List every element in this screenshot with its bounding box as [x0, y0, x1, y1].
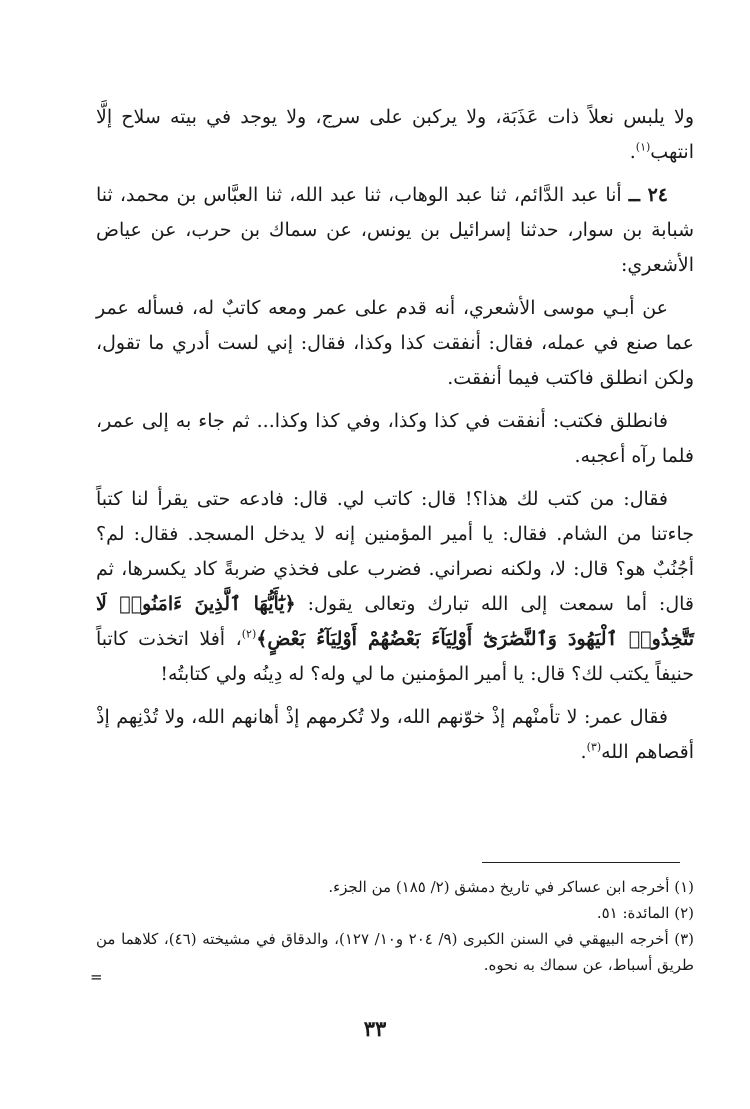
paragraph-1-text: ولا يلبس نعلاً ذات عَذَبَة، ولا يركبن على سرج، ولا يوجد في بيته سلاح إلَّا انتهب — [96, 106, 694, 163]
paragraph-4-text: فانطلق فكتب: أنفقت في كذا وكذا، وفي كذا وكذا... ثم جاء به إلى عمر، فلما رآه أعجبه. — [96, 410, 694, 467]
paragraph-5-text-after: ، أفلا اتخذت كاتباً حنيفاً يكتب لك؟ قال: يا أمير المؤمنين ما لي وله؟ له دِينُه ولي كتابتُه! — [96, 628, 694, 685]
paragraph-6-tail: . — [580, 741, 587, 763]
footnote-ref-2[interactable]: (٢) — [241, 627, 257, 641]
paragraph-6-text: فقال عمر: لا تأمنْهم إذْ خوّنهم الله، ولا تُكرمهم إذْ أهانهم الله، ولا تُدْنِهم إذْ أقصاهم الله — [96, 706, 694, 763]
footnote-3-text: أخرجه البيهقي في السنن الكبرى (٩/ ٢٠٤ و١٠/ ١٢٧)، والدقاق في مشيخته (٤٦)، كلاهما من طريق أسباط، عن سماك به نحوه. — [96, 930, 694, 974]
footnote-1 — [96, 874, 694, 900]
main-text — [96, 100, 694, 778]
hadith-24-isnad — [96, 178, 694, 283]
paragraph-5-text-before: فقال: من كتب لك هذا؟! قال: كاتب لي. قال: فادعه حتى يقرأ لنا كتباً جاءتنا من الشام. فقال: يا أمير المؤمنين إنه لا يدخل المسجد. فقال: لم؟ أجُنُبٌ هو؟ قال: لا، ولكنه نصراني. فضرب على فخذي ضربةً كاد يكسرها، ثم قال: أما سمعت إلى الله تبارك وتعالى يقول: — [96, 488, 695, 615]
footnote-2-label: (٢) — [674, 904, 694, 922]
page-number: ٣٣ — [363, 1016, 387, 1041]
footnote-3-label: (٣) — [674, 930, 695, 948]
paragraph-3 — [96, 291, 694, 396]
paragraph-5 — [96, 482, 694, 692]
paragraph-3-text: عن أبـي موسى الأشعري، أنه قدم على عمر ومعه كاتبٌ له، فسأله عمر عما صنع في عمله، فقال: أنفقت كذا وكذا، فقال: إني لست أدري ما تقول، ولكن انطلق فاكتب فيما أنفقت. — [96, 297, 694, 389]
paragraph-1 — [96, 100, 694, 170]
footnote-1-label: (١) — [674, 878, 694, 896]
footnote-separator — [482, 862, 680, 863]
hadith-number: ٢٤ ــ — [628, 184, 669, 206]
footnote-3 — [96, 926, 694, 978]
footnote-2-text: المائدة: ٥١. — [596, 904, 670, 922]
footnote-2 — [96, 900, 694, 926]
footnote-ref-1[interactable]: (١) — [635, 140, 651, 154]
quran-verse: ﴿يَٰٓأَيُّهَا ٱلَّذِينَ ءَامَنُوا۟ لَا تَتَّخِذُوا۟ ٱلْيَهُودَ وَٱلنَّصَٰرَىٰٓ أَوْلِيَآءَ بَعْضُهُمْ أَوْلِيَآءُ بَعْضٍ﴾ — [96, 593, 694, 650]
isnad-text: أنا عبد الدَّائم، ثنا عبد الوهاب، ثنا عبد الله، ثنا العبَّاس بن محمد، ثنا شبابة بن سوار، حدثنا إسرائيل بن يونس، عن سماك بن حرب، عن عياض الأشعري: — [96, 184, 694, 276]
paragraph-1-tail: . — [629, 141, 636, 163]
footnotes — [96, 874, 694, 978]
paragraph-4 — [96, 404, 694, 474]
footnote-ref-3[interactable]: (٣) — [586, 740, 602, 754]
paragraph-6 — [96, 700, 694, 770]
footnote-1-text: أخرجه ابن عساكر في تاريخ دمشق (٢/ ١٨٥) من الجزء. — [328, 878, 670, 896]
margin-mark: = — [90, 968, 103, 986]
